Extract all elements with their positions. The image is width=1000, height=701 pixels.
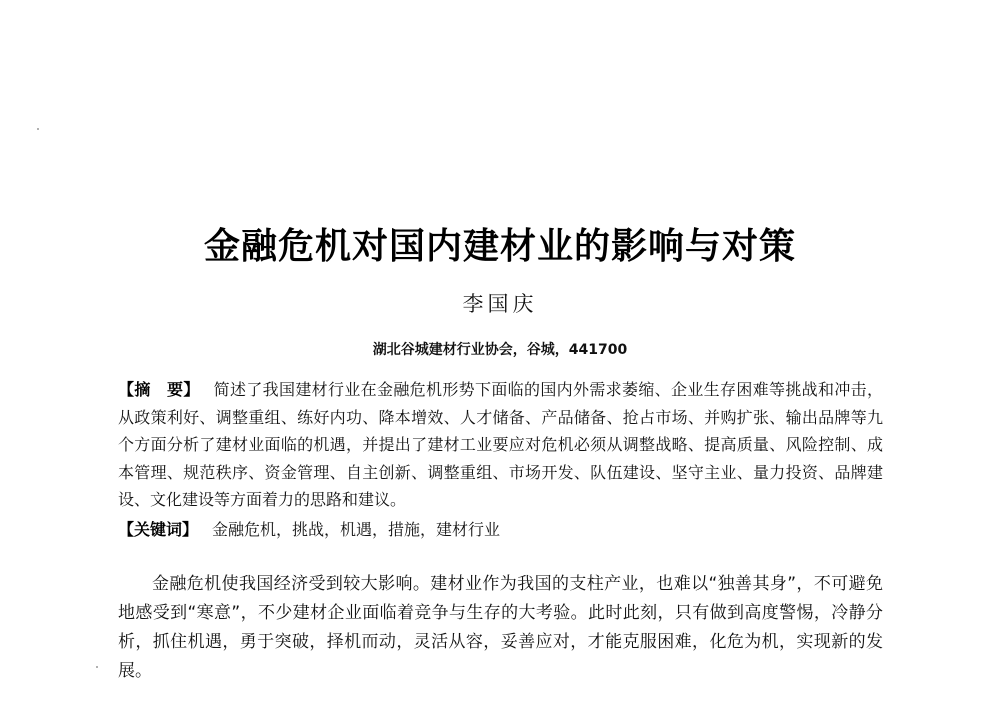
keywords-label: 【关键词】: [118, 520, 199, 539]
keywords-block: [118, 516, 883, 543]
keywords-text: 金融危机，挑战，机遇，措施，建材行业: [212, 520, 501, 539]
body-paragraph: 金融危机使我国经济受到较大影响。建材业作为我国的支柱产业，也难以“独善其身”，不可避免地感受到“寒意”，不少建材企业面临着竞争与生存的大考验。此时此刻，只有做到高度警惕，冷静分析，抓住机遇，勇于突破，择机而动，灵活从容，妥善应对，才能克服困难，化危为机，实现新的发展。: [118, 574, 883, 681]
scan-speck: [96, 666, 98, 668]
abstract-text: 简述了我国建材行业在金融危机形势下面临的国内外需求萎缩、企业生存困难等挑战和冲击，从政策利好、调整重组、练好内功、降本增效、人才储备、产品储备、抢占市场、并购扩张、输出品牌等九个方面分析了建材业面临的机遇，并提出了建材工业要应对危机必须从调整战略、提高质量、风险控制、成本管理、规范秩序、资金管理、自主创新、调整重组、市场开发、队伍建设、坚守主业、量力投资、品牌建设、文化建设等方面着力的思路和建议。: [118, 380, 883, 509]
author-affiliation: 湖北谷城建材行业协会，谷城，441700: [372, 342, 628, 358]
scan-speck: [37, 128, 39, 130]
author-name: 李国庆: [462, 292, 538, 316]
abstract-label: 【摘 要】: [118, 380, 200, 399]
paper-title: 金融危机对国内建材业的影响与对策: [203, 225, 796, 267]
abstract-block: [118, 376, 883, 514]
